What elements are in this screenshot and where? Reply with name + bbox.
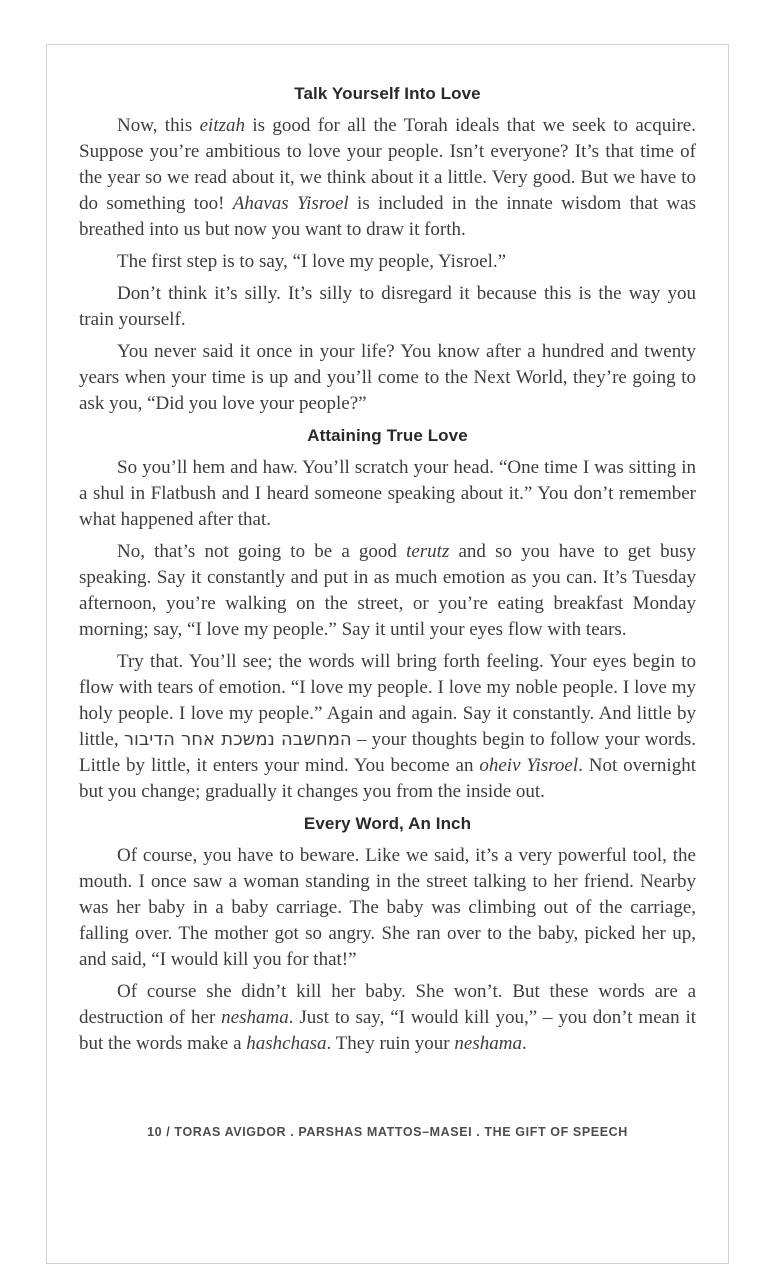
paragraph: [79, 979, 696, 1057]
book-page: [46, 44, 729, 1264]
text-run: and so you have to get busy speaking. Say it constantly and put in as much emotion as you can. It’s Tuesday afternoon, you’re walking on the street, or you’re eating breakfast Monday morning; say, “I love my people.” Say it until your eyes flow with tears.: [79, 541, 696, 640]
page-footer: 10 / TORAS AVIGDOR . PARSHAS MATTOS–MASEI . THE GIFT OF SPEECH: [147, 1125, 628, 1139]
section-heading: Talk Yourself Into Love: [294, 84, 481, 103]
page-content: [79, 83, 696, 1057]
text-run: – your thoughts begin to follow your words. Little by little, it enters your mind. You become an: [79, 729, 697, 776]
text-run: . They ruin your: [326, 1033, 455, 1054]
section-heading: Attaining True Love: [307, 426, 468, 445]
text-run: So you’ll hem and haw. You’ll scratch your head. “One time I was sitting in a shul in Flatbush and I heard someone speaking about it.” You don’t remember what happened after that.: [79, 457, 696, 530]
italic-term: terutz: [406, 541, 450, 562]
text-run: Of course she didn’t kill her baby. She won’t. But these words are a destruction of her: [79, 981, 696, 1028]
italic-term: Ahavas Yisroel: [232, 193, 349, 214]
italic-term: oheiv Yisroel: [479, 755, 579, 776]
text-run: .: [521, 1033, 527, 1054]
paragraph: [79, 649, 696, 805]
paragraph: [79, 113, 696, 243]
text-run: You never said it once in your life? You know after a hundred and twenty years when your time is up and you’ll come to the Next World, they’re going to ask you, “Did you love your people?”: [79, 341, 696, 414]
paragraph: [79, 455, 696, 533]
italic-term: neshama: [221, 1007, 289, 1028]
text-run: is included in the innate wisdom that was breathed into us but now you want to draw it forth.: [79, 193, 696, 240]
text-run: . Just to say, “I would kill you,” – you don’t mean it but the words make a: [79, 1007, 697, 1054]
italic-term: hashchasa: [246, 1033, 327, 1054]
text-run: is good for all the Torah ideals that we seek to acquire. Suppose you’re ambitious to love your people. Isn’t everyone? It’s that time of the year so we read about it, we think about it a little. Very good. But we have to do something too!: [79, 115, 696, 214]
text-run: Of course, you have to beware. Like we said, it’s a very powerful tool, the mouth. I once saw a woman standing in the street talking to her friend. Nearby was her baby in a baby carriage. The baby was climbing out of the carriage, falling over. The mother got so angry. She ran over to the baby, picked her up, and said, “I would kill you for that!”: [79, 845, 696, 970]
paragraph: [79, 249, 696, 275]
section-heading: Every Word, An Inch: [303, 814, 472, 833]
text-run: The first step is to say, “I love my people, Yisroel.”: [117, 251, 507, 272]
paragraph: [79, 843, 696, 973]
text-run: No, that’s not going to be a good: [117, 541, 407, 562]
paragraph: [79, 281, 696, 333]
text-run: Now, this: [117, 115, 200, 136]
italic-term: neshama: [454, 1033, 522, 1054]
text-run: Don’t think it’s silly. It’s silly to disregard it because this is the way you train yourself.: [79, 283, 696, 330]
text-run: Try that. You’ll see; the words will bring forth feeling. Your eyes begin to flow with tears of emotion. “I love my people. I love my noble people. I love my holy people. I love my people.” Again and again. Say it constantly. And little by little,: [79, 651, 696, 750]
paragraph: [79, 539, 696, 643]
italic-term: eitzah: [199, 115, 245, 136]
text-run: . Not overnight but you change; gradually it changes you from the inside out.: [79, 755, 696, 802]
hebrew-phrase: המחשבה נמשכת אחר הדיבור: [123, 729, 352, 750]
paragraph: [79, 339, 696, 417]
